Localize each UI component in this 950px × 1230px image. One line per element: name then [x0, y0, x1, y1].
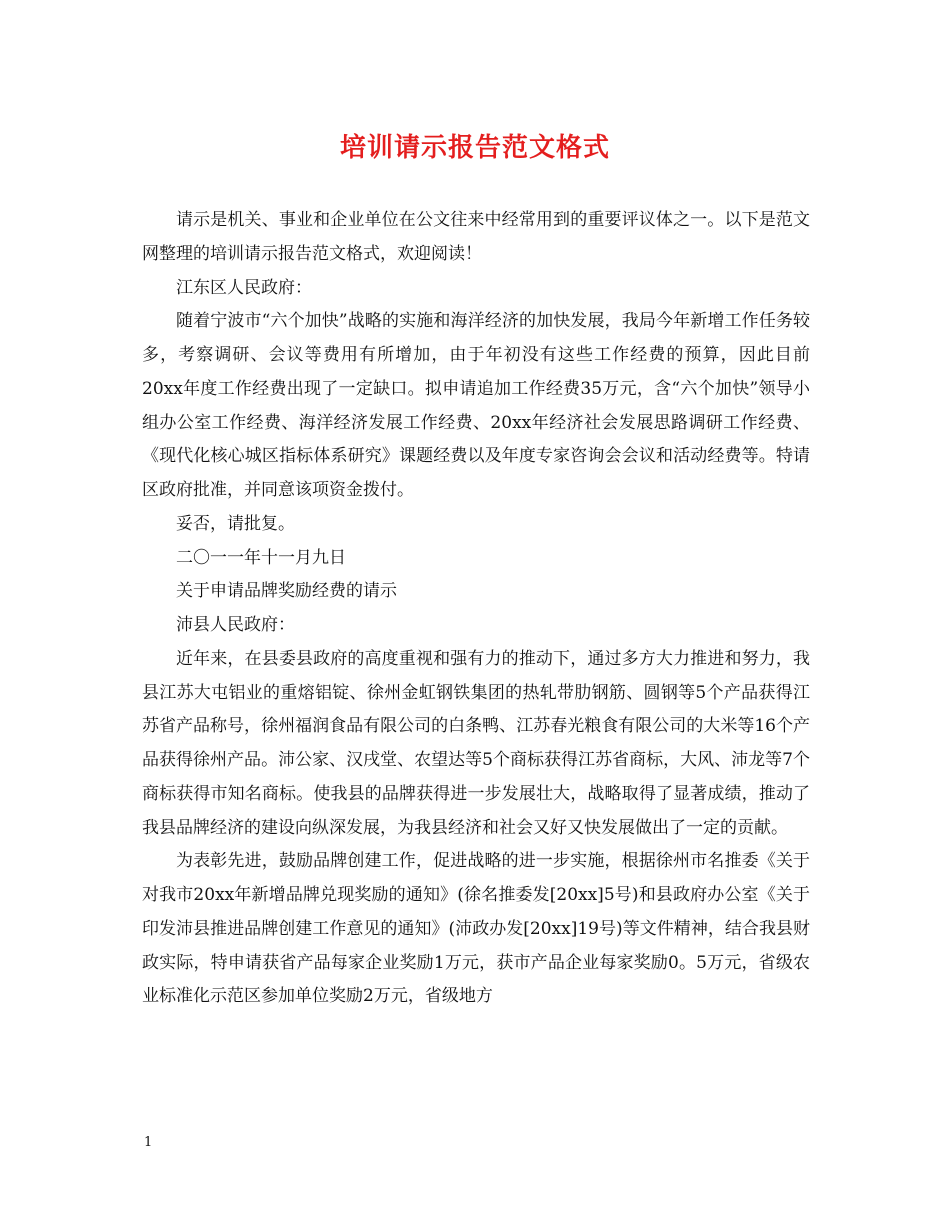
document-body — [142, 204, 810, 1014]
paragraph-date: 二〇一一年十一月九日 — [176, 547, 346, 568]
paragraph-addressee-peixian: 沛县人民政府： — [176, 615, 295, 635]
paragraph-request-detail: 为表彰先进，鼓励品牌创建工作，促进战略的进一步实施，根据徐州市名推委《关于对我市20xx年新增品牌兑现奖励的通知》(徐名推委发[20xx]5号)和县政府办公室《关于印发沛县推进品牌创建工作意见的通知》(沛政办发[20xx]19号)等文件精神，结合我县财政实际，特申请获省产品每家企业奖励1万元，获市产品企业每家奖励0。5万元，省级农业标准化示范区参加单位奖励2万元，省级地方 — [142, 851, 810, 1007]
paragraph-subtitle: 关于申请品牌奖励经费的请示 — [176, 581, 397, 602]
paragraph-request-body: 随着宁波市“六个加快”战略的实施和海洋经济的加快发展，我局今年新增工作任务较多，考察调研、会议等费用有所增加，由于年初没有这些工作经费的预算，因此目前20xx年度工作经费出现了一定缺口。拟申请追加工作经费35万元，含“六个加快”领导小组办公室工作经费、海洋经济发展工作经费、20xx年经济社会发展思路调研工作经费、《现代化核心城区指标体系研究》课题经费以及年度专家咨询会会议和活动经费等。特请区政府批准，并同意该项资金拨付。 — [142, 311, 810, 500]
paragraph-intro: 请示是机关、事业和企业单位在公文往来中经常用到的重要评议体之一。以下是范文网整理的培训请示报告范文格式，欢迎阅读！ — [142, 210, 810, 264]
paragraph-addressee-jiangdong: 江东区人民政府： — [176, 277, 312, 298]
page-number: 1 — [144, 1135, 153, 1150]
paragraph-background: 近年来，在县委县政府的高度重视和强有力的推动下，通过多方大力推进和努力，我县江苏大屯铝业的重熔铝锭、徐州金虹钢铁集团的热轧带肋钢筋、圆钢等5个产品获得江苏省产品称号，徐州福润食品有限公司的白条鸭、江苏春光粮食有限公司的大米等16个产品获得徐州产品。沛公家、汉戌堂、农望达等5个商标获得江苏省商标，大风、沛龙等7个商标获得市知名商标。使我县的品牌获得进一步发展壮大，战略取得了显著成绩，推动了我县品牌经济的建设向纵深发展，为我县经济和社会又好又快发展做出了一定的贡献。 — [142, 648, 810, 838]
paragraph-closing: 妥否，请批复。 — [176, 513, 295, 534]
document-title: 培训请示报告范文格式 — [339, 133, 610, 163]
